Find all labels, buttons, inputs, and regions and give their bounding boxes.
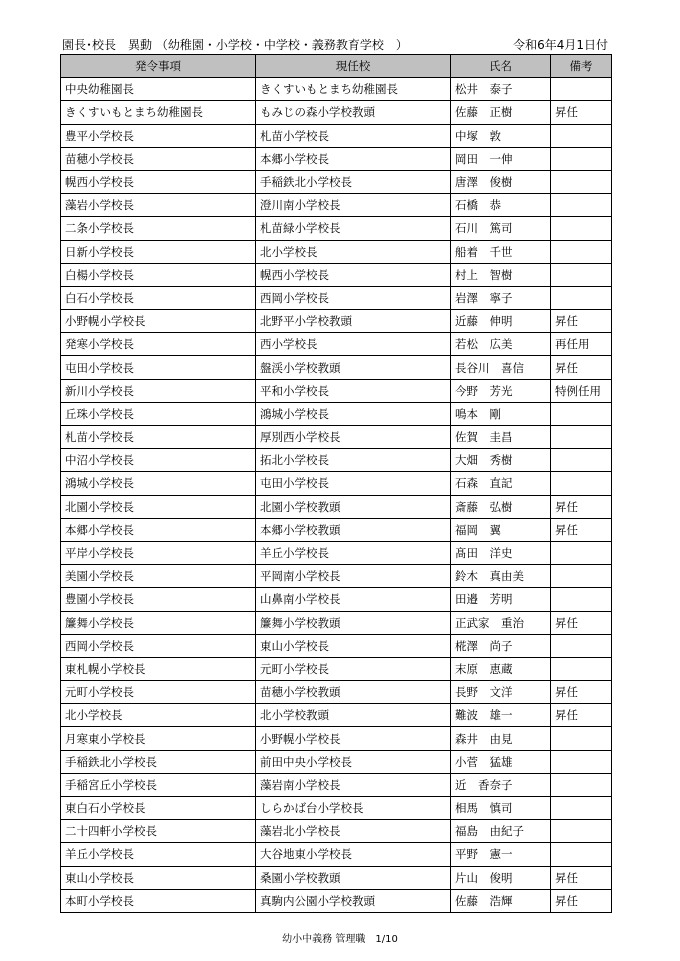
appointment-cell: 東白石小学校長 xyxy=(61,797,256,820)
table-row xyxy=(61,124,612,147)
appointment-cell: 白石小学校長 xyxy=(61,286,256,309)
table-row xyxy=(61,286,612,309)
name-cell: 長谷川 喜信 xyxy=(451,356,551,379)
column-header-current-school: 現任校 xyxy=(256,55,451,78)
name-cell: 難波 雄一 xyxy=(451,704,551,727)
remarks-cell: 再任用 xyxy=(551,333,612,356)
current-school-cell: 厚別西小学校長 xyxy=(256,426,451,449)
appointment-cell: 元町小学校長 xyxy=(61,681,256,704)
current-school-cell: 北小学校長 xyxy=(256,240,451,263)
table-row xyxy=(61,147,612,170)
table-row xyxy=(61,634,612,657)
appointment-cell: 発寒小学校長 xyxy=(61,333,256,356)
table-row xyxy=(61,217,612,240)
table-row xyxy=(61,750,612,773)
remarks-cell xyxy=(551,426,612,449)
remarks-cell xyxy=(551,217,612,240)
remarks-cell xyxy=(551,541,612,564)
name-cell: 田邉 芳明 xyxy=(451,588,551,611)
remarks-cell: 昇任 xyxy=(551,611,612,634)
page-footer: 幼小中義務 管理職 1/10 xyxy=(282,934,398,945)
name-cell: 近藤 伸明 xyxy=(451,310,551,333)
appointment-cell: 小野幌小学校長 xyxy=(61,310,256,333)
table-row xyxy=(61,449,612,472)
remarks-cell xyxy=(551,170,612,193)
name-cell: 長野 文洋 xyxy=(451,681,551,704)
name-cell: 若松 広美 xyxy=(451,333,551,356)
current-school-cell: 平和小学校長 xyxy=(256,379,451,402)
remarks-cell xyxy=(551,565,612,588)
name-cell: 佐藤 浩輝 xyxy=(451,889,551,912)
appointment-cell: 二条小学校長 xyxy=(61,217,256,240)
table-row xyxy=(61,263,612,286)
appointment-cell: 東山小学校長 xyxy=(61,866,256,889)
table-row xyxy=(61,681,612,704)
page-header xyxy=(62,34,614,54)
page-title: 園長･校長 異動 （幼稚園・小学校・中学校・義務教育学校 ） xyxy=(62,38,408,52)
table-row xyxy=(61,194,612,217)
table-row xyxy=(61,333,612,356)
appointment-cell: 札苗小学校長 xyxy=(61,426,256,449)
current-school-cell: 札苗小学校長 xyxy=(256,124,451,147)
appointment-cell: 豊平小学校長 xyxy=(61,124,256,147)
name-cell: 佐藤 正樹 xyxy=(451,101,551,124)
appointment-cell: 北小学校長 xyxy=(61,704,256,727)
table-row xyxy=(61,704,612,727)
table-body xyxy=(61,78,612,913)
remarks-cell xyxy=(551,263,612,286)
appointment-cell: 幌西小学校長 xyxy=(61,170,256,193)
appointment-cell: 藻岩小学校長 xyxy=(61,194,256,217)
name-cell: 松井 泰子 xyxy=(451,78,551,101)
name-cell: 平野 憲一 xyxy=(451,843,551,866)
personnel-table xyxy=(60,54,612,913)
name-cell: 今野 芳光 xyxy=(451,379,551,402)
name-cell: 船着 千世 xyxy=(451,240,551,263)
remarks-cell: 昇任 xyxy=(551,101,612,124)
table-row xyxy=(61,101,612,124)
table-row xyxy=(61,588,612,611)
name-cell: 相馬 慎司 xyxy=(451,797,551,820)
name-cell: 斎藤 弘樹 xyxy=(451,495,551,518)
current-school-cell: 藻岩北小学校長 xyxy=(256,820,451,843)
name-cell: 森井 由見 xyxy=(451,727,551,750)
remarks-cell: 特例任用 xyxy=(551,379,612,402)
current-school-cell: 手稲鉄北小学校長 xyxy=(256,170,451,193)
appointment-cell: 新川小学校長 xyxy=(61,379,256,402)
table-row xyxy=(61,518,612,541)
appointment-cell: 北園小学校長 xyxy=(61,495,256,518)
appointment-cell: 日新小学校長 xyxy=(61,240,256,263)
appointment-cell: 中央幼稚園長 xyxy=(61,78,256,101)
remarks-cell xyxy=(551,78,612,101)
name-cell: 鳴本 剛 xyxy=(451,402,551,425)
remarks-cell xyxy=(551,472,612,495)
name-cell: 福岡 翼 xyxy=(451,518,551,541)
table-row xyxy=(61,820,612,843)
remarks-cell: 昇任 xyxy=(551,704,612,727)
remarks-cell xyxy=(551,773,612,796)
name-cell: 小菅 猛雄 xyxy=(451,750,551,773)
appointment-cell: 中沼小学校長 xyxy=(61,449,256,472)
current-school-cell: 北小学校教頭 xyxy=(256,704,451,727)
current-school-cell: 簾舞小学校教頭 xyxy=(256,611,451,634)
remarks-cell xyxy=(551,797,612,820)
name-cell: 唐澤 俊樹 xyxy=(451,170,551,193)
table-row xyxy=(61,240,612,263)
current-school-cell: 平岡南小学校長 xyxy=(256,565,451,588)
remarks-cell xyxy=(551,588,612,611)
current-school-cell: もみじの森小学校教頭 xyxy=(256,101,451,124)
table-row xyxy=(61,797,612,820)
current-school-cell: 北野平小学校教頭 xyxy=(256,310,451,333)
name-cell: 石橋 恭 xyxy=(451,194,551,217)
remarks-cell xyxy=(551,449,612,472)
table-row xyxy=(61,402,612,425)
table-row xyxy=(61,565,612,588)
remarks-cell: 昇任 xyxy=(551,681,612,704)
name-cell: 村上 智樹 xyxy=(451,263,551,286)
appointment-cell: 苗穂小学校長 xyxy=(61,147,256,170)
name-cell: 鈴木 真由美 xyxy=(451,565,551,588)
appointment-cell: 美園小学校長 xyxy=(61,565,256,588)
table-header-row xyxy=(61,55,612,78)
current-school-cell: 小野幌小学校長 xyxy=(256,727,451,750)
remarks-cell xyxy=(551,124,612,147)
table-row xyxy=(61,773,612,796)
current-school-cell: 東山小学校長 xyxy=(256,634,451,657)
table-row xyxy=(61,866,612,889)
current-school-cell: 山鼻南小学校長 xyxy=(256,588,451,611)
column-header-appointment: 発令事項 xyxy=(61,55,256,78)
name-cell: 大畑 秀樹 xyxy=(451,449,551,472)
appointment-cell: 本郷小学校長 xyxy=(61,518,256,541)
name-cell: 岡田 一伸 xyxy=(451,147,551,170)
name-cell: 正武家 重治 xyxy=(451,611,551,634)
appointment-cell: 平岸小学校長 xyxy=(61,541,256,564)
appointment-cell: 本町小学校長 xyxy=(61,889,256,912)
remarks-cell xyxy=(551,240,612,263)
appointment-cell: 屯田小学校長 xyxy=(61,356,256,379)
remarks-cell xyxy=(551,402,612,425)
name-cell: 石川 篤司 xyxy=(451,217,551,240)
table-row xyxy=(61,170,612,193)
current-school-cell: 羊丘小学校長 xyxy=(256,541,451,564)
column-header-remarks: 備考 xyxy=(551,55,612,78)
appointment-cell: 羊丘小学校長 xyxy=(61,843,256,866)
current-school-cell: 大谷地東小学校長 xyxy=(256,843,451,866)
current-school-cell: 本郷小学校教頭 xyxy=(256,518,451,541)
current-school-cell: 澄川南小学校長 xyxy=(256,194,451,217)
name-cell: 石森 直記 xyxy=(451,472,551,495)
column-header-name: 氏名 xyxy=(451,55,551,78)
name-cell: 佐賀 圭昌 xyxy=(451,426,551,449)
current-school-cell: 拓北小学校長 xyxy=(256,449,451,472)
current-school-cell: 西岡小学校長 xyxy=(256,286,451,309)
current-school-cell: 西小学校長 xyxy=(256,333,451,356)
current-school-cell: しらかば台小学校長 xyxy=(256,797,451,820)
remarks-cell xyxy=(551,147,612,170)
name-cell: 岩澤 寧子 xyxy=(451,286,551,309)
remarks-cell xyxy=(551,286,612,309)
current-school-cell: 鴻城小学校長 xyxy=(256,402,451,425)
current-school-cell: 本郷小学校長 xyxy=(256,147,451,170)
appointment-cell: 月寒東小学校長 xyxy=(61,727,256,750)
remarks-cell xyxy=(551,750,612,773)
remarks-cell xyxy=(551,194,612,217)
name-cell: 末原 恵蔵 xyxy=(451,657,551,680)
name-cell: 近 香奈子 xyxy=(451,773,551,796)
appointment-cell: 鴻城小学校長 xyxy=(61,472,256,495)
remarks-cell: 昇任 xyxy=(551,310,612,333)
table-row xyxy=(61,541,612,564)
current-school-cell: 北園小学校教頭 xyxy=(256,495,451,518)
appointment-cell: 簾舞小学校長 xyxy=(61,611,256,634)
table-row xyxy=(61,727,612,750)
table-row xyxy=(61,379,612,402)
remarks-cell xyxy=(551,657,612,680)
appointment-cell: 二十四軒小学校長 xyxy=(61,820,256,843)
appointment-cell: 豊園小学校長 xyxy=(61,588,256,611)
current-school-cell: 盤渓小学校教頭 xyxy=(256,356,451,379)
current-school-cell: 幌西小学校長 xyxy=(256,263,451,286)
effective-date: 令和6年4月1日付 xyxy=(513,38,608,52)
remarks-cell xyxy=(551,634,612,657)
appointment-cell: 手稲宮丘小学校長 xyxy=(61,773,256,796)
current-school-cell: 元町小学校長 xyxy=(256,657,451,680)
remarks-cell: 昇任 xyxy=(551,495,612,518)
name-cell: 髙田 洋史 xyxy=(451,541,551,564)
remarks-cell xyxy=(551,820,612,843)
remarks-cell xyxy=(551,843,612,866)
current-school-cell: 苗穂小学校教頭 xyxy=(256,681,451,704)
remarks-cell: 昇任 xyxy=(551,889,612,912)
table-row xyxy=(61,495,612,518)
table-row xyxy=(61,472,612,495)
appointment-cell: 丘珠小学校長 xyxy=(61,402,256,425)
current-school-cell: 前田中央小学校長 xyxy=(256,750,451,773)
appointment-cell: 手稲鉄北小学校長 xyxy=(61,750,256,773)
remarks-cell xyxy=(551,727,612,750)
table-row xyxy=(61,657,612,680)
table-row xyxy=(61,78,612,101)
current-school-cell: きくすいもとまち幼稚園長 xyxy=(256,78,451,101)
name-cell: 福島 由紀子 xyxy=(451,820,551,843)
appointment-cell: きくすいもとまち幼稚園長 xyxy=(61,101,256,124)
name-cell: 椛澤 尚子 xyxy=(451,634,551,657)
table-row xyxy=(61,426,612,449)
current-school-cell: 札苗緑小学校長 xyxy=(256,217,451,240)
appointment-cell: 東札幌小学校長 xyxy=(61,657,256,680)
table-row xyxy=(61,356,612,379)
remarks-cell: 昇任 xyxy=(551,866,612,889)
current-school-cell: 屯田小学校長 xyxy=(256,472,451,495)
remarks-cell: 昇任 xyxy=(551,518,612,541)
name-cell: 中塚 敦 xyxy=(451,124,551,147)
current-school-cell: 藻岩南小学校長 xyxy=(256,773,451,796)
remarks-cell: 昇任 xyxy=(551,356,612,379)
current-school-cell: 真駒内公園小学校教頭 xyxy=(256,889,451,912)
table-row xyxy=(61,310,612,333)
table-row xyxy=(61,843,612,866)
table-row xyxy=(61,611,612,634)
appointment-cell: 白楊小学校長 xyxy=(61,263,256,286)
current-school-cell: 桑園小学校教頭 xyxy=(256,866,451,889)
name-cell: 片山 俊明 xyxy=(451,866,551,889)
appointment-cell: 西岡小学校長 xyxy=(61,634,256,657)
table-row xyxy=(61,889,612,912)
